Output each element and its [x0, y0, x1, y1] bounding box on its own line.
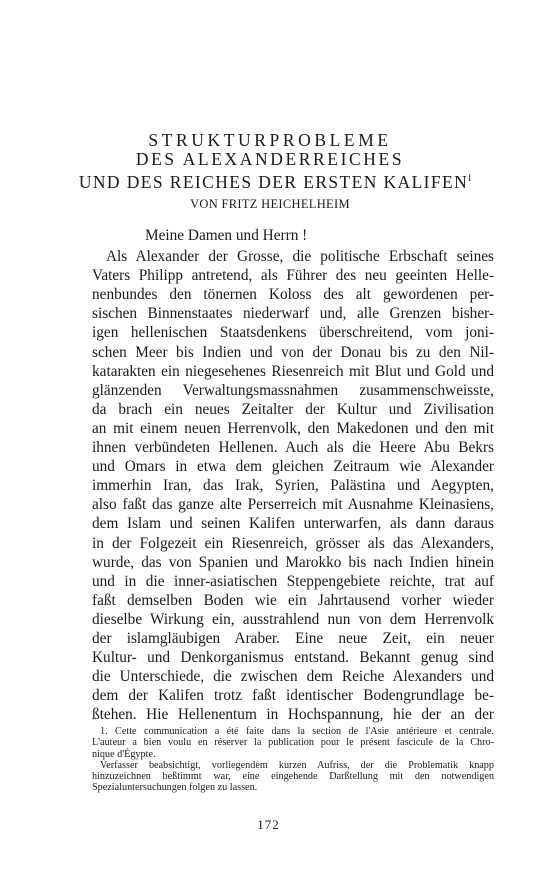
- body-line: ihnen verbündeten Hellenen. Auch als die Heere Abu Bekrs: [92, 439, 494, 457]
- body-line: nenbundes den tönernen Koloss des alt gewordenen per-: [92, 286, 494, 304]
- footnote-line: hinzuzeichnen beßtimmt war, eine eingehende Darßtellung mit den notwendigen: [92, 771, 494, 783]
- body-line: dem Islam und seinen Kalifen unterwarfen, als dann daraus: [92, 515, 494, 533]
- body-line: Kultur- und Denkorganismus entstand. Bekannt genug sind: [92, 649, 494, 667]
- footnote-line: Spezialuntersuchungen folgen zu lassen.: [92, 782, 258, 794]
- body-line: und in die inner-asiatischen Steppengebiete reichte, trat auf: [92, 572, 494, 590]
- author-byline: VON FRITZ HEICHELHEIM: [190, 197, 350, 211]
- body-line: dem der Kalifen trotz faßt identischer Bodengrundlage be-: [92, 687, 494, 705]
- body-line: an mit einem neuen Herrenvolk, den Makedonen und den mit: [92, 419, 494, 437]
- body-line: igen hellenischen Staatsdenkens überschreitend, vom joni-: [92, 324, 494, 342]
- body-line: in der Folgezeit ein Riesenreich, grösser als das Alexanders,: [92, 534, 494, 552]
- body-line: Vaters Philipp antretend, als Führer des neu geeinten Helle-: [92, 267, 494, 285]
- body-line: Als Alexander der Grosse, die politische Erbschaft seines: [106, 248, 494, 266]
- footnotes: [92, 726, 494, 794]
- body-line: da brach ein neues Zeitalter der Kultur und Zivilisation: [92, 400, 494, 418]
- footnote-line: 1. Cette communication a été faite dans la section de l'Asie antérieure et centrale.: [100, 726, 494, 737]
- title-line-3: [55, 169, 495, 192]
- body-line: und Omars in etwa dem gleichen Zeitraum wie Alexander: [92, 458, 494, 476]
- body-line: glänzenden Verwaltungsmassnahmen zusammenschweisste,: [92, 381, 494, 399]
- body-line: immerhin Iran, das Irak, Syrien, Palästina und Aegypten,: [92, 477, 494, 495]
- footnote-line: Verfasser beabsichtigt, vorliegendem kurzen Aufriss, der die Problematik knapp: [100, 759, 494, 771]
- body-line: schen Meer bis Indien und von der Donau bis zu den Nil-: [92, 343, 494, 361]
- body-line: katarakten ein niegesehenes Riesenreich mit Blut und Gold und: [92, 362, 494, 380]
- title-line-3-text: UND DES REICHES DER ERSTEN KALIFEN: [78, 172, 469, 192]
- body-line: also faßt das ganze alte Perserreich mit Ausnahme Kleinasiens,: [92, 496, 494, 514]
- body-text: [92, 226, 494, 724]
- body-line: der islamgläubigen Araber. Eine neue Zeit, ein neuer: [92, 629, 494, 647]
- title-line-1: STRUKTURPROBLEME: [148, 130, 392, 150]
- footnote-line: nique d'Égypte.: [92, 748, 156, 760]
- salutation: Meine Damen und Herrn !: [145, 227, 308, 244]
- body-line: faßt demselben Boden wie ein Jahrtausend vorher wieder: [92, 591, 494, 609]
- body-line: wurde, das von Spanien und Marokko bis nach Indien hinein: [92, 553, 494, 571]
- title-line-2: DES ALEXANDERREICHES: [135, 149, 405, 169]
- body-line: ßtehen. Hie Hellenentum in Hochspannung, hie der an der: [92, 706, 494, 724]
- body-line: dieselbe Wirkung ein, ausstrahlend nun von dem Herrenvolk: [92, 610, 494, 628]
- page-number: 172: [257, 817, 280, 832]
- title-footnote-marker: I: [468, 173, 472, 183]
- body-line: die Unterschiede, die zwischen dem Reiche Alexanders und: [92, 668, 494, 686]
- body-line: sischen Binnenstaates niederwarf und, alle Grenzen bisher-: [92, 305, 494, 323]
- footnote-line: L'auteur a bien voulu en réserver la publication pour le présent fascicule de la Chro-: [92, 737, 494, 749]
